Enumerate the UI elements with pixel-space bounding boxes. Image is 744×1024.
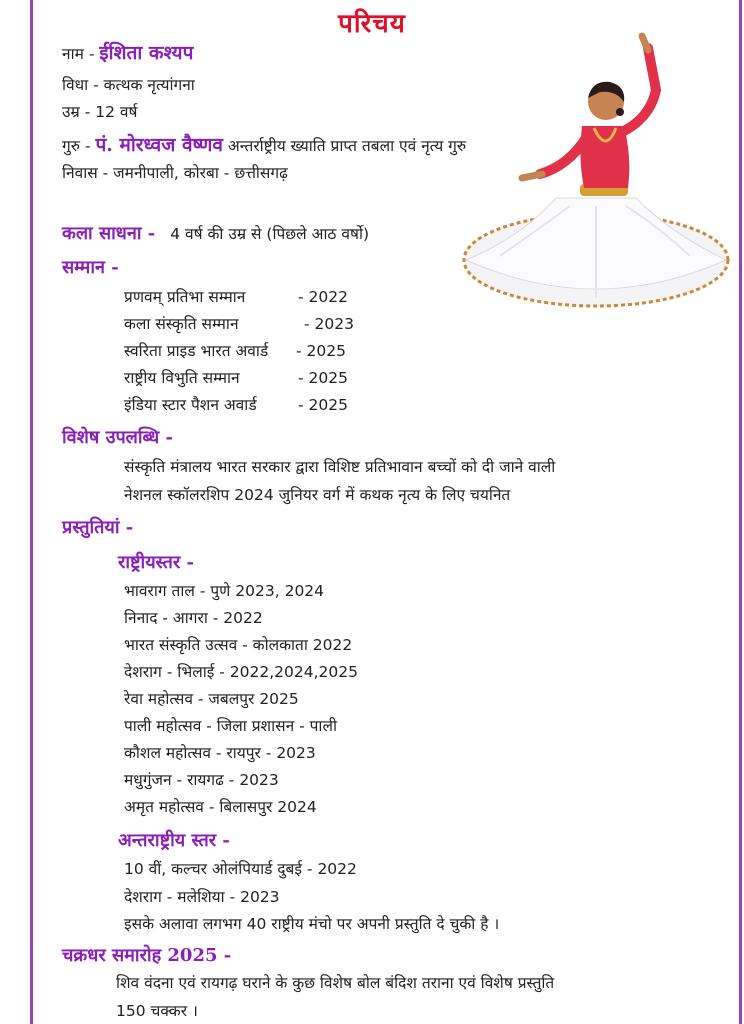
- national-item: अमृत महोत्सव - बिलासपुर 2024: [124, 798, 317, 816]
- award-name: राष्ट्रीय विभुति सम्मान: [124, 369, 240, 387]
- national-item: भारत संस्कृति उत्सव - कोलकाता 2022: [124, 636, 353, 654]
- guru-label: गुरु -: [62, 137, 91, 155]
- award-item: [124, 367, 240, 389]
- international-item: इसके अलावा लगभग 40 राष्ट्रीय मंचो पर अपनी प्रस्तुति दे चुकी है ।: [124, 915, 500, 933]
- achievement-heading: विशेष उपलब्धि -: [62, 427, 173, 448]
- award-name: कला संस्कृति सम्मान: [124, 315, 239, 333]
- age: उम्र - 12 वर्ष: [62, 103, 138, 121]
- sadhana-heading: कला साधना -: [62, 223, 156, 244]
- page-title: परिचय: [338, 9, 406, 39]
- chakradhar-heading: चक्रधर समारोह 2025 -: [62, 945, 232, 966]
- national-item: मधुगुंजन - रायगढ - 2023: [124, 771, 279, 789]
- achievement-line-1: संस्कृति मंत्रालय भारत सरकार द्वारा विशिष्ट प्रतिभावान बच्चों को दी जाने वाली: [124, 458, 556, 476]
- sadhana-row: [62, 222, 369, 246]
- residence: निवास - जमनीपाली, कोरबा - छत्तीसगढ़: [62, 164, 288, 182]
- guru-row: [62, 134, 466, 157]
- guru-name: पं. मोरध्वज वैष्णव: [95, 134, 223, 156]
- honours-heading: सम्मान -: [62, 257, 119, 278]
- international-item: 10 वीं, कल्चर ओलंपियार्ड दुबई - 2022: [124, 860, 357, 878]
- award-year: - 2025: [298, 369, 348, 387]
- award-year: - 2023: [304, 315, 354, 333]
- guru-description: अन्तर्राष्ट्रीय ख्याति प्राप्त तबला एवं नृत्य गुरु: [227, 137, 467, 155]
- international-item: देशराग - मलेशिया - 2023: [124, 888, 280, 906]
- award-item: [124, 313, 239, 335]
- award-name: प्रणवम् प्रतिभा सम्मान: [124, 288, 246, 306]
- award-item: [124, 340, 268, 362]
- national-heading: राष्ट्रीयस्तर -: [118, 552, 194, 573]
- award-year: - 2025: [296, 342, 346, 360]
- award-name: स्वरिता प्राइड भारत अवार्ड: [124, 342, 269, 360]
- genre: विधा - कत्थक नृत्यांगना: [62, 76, 195, 94]
- chakradhar-line-2: 150 चक्कर ।: [116, 1002, 198, 1020]
- name-label: नाम -: [62, 45, 95, 63]
- performances-heading: प्रस्तुतियां -: [62, 517, 134, 538]
- person-name: ईशिता कश्यप: [99, 42, 194, 64]
- dancer-photo: [460, 28, 732, 310]
- award-item: [124, 286, 245, 308]
- award-year: - 2025: [298, 396, 348, 414]
- achievement-line-2: नेशनल स्कॉलरशिप 2024 जुनियर वर्ग में कथक नृत्य के लिए चयनित: [124, 486, 511, 504]
- national-item: पाली महोत्सव - जिला प्रशासन - पाली: [124, 717, 337, 735]
- national-item: भावराग ताल - पुणे 2023, 2024: [124, 582, 325, 600]
- award-item: [124, 394, 257, 416]
- international-heading: अन्तराष्ट्रीय स्तर -: [118, 830, 230, 851]
- award-name: इंडिया स्टार पैशन अवार्ड: [124, 396, 257, 414]
- name-row: [62, 42, 193, 65]
- chakradhar-line-1: शिव वंदना एवं रायगढ़ घराने के कुछ विशेष बोल बंदिश तराना एवं विशेष प्रस्तुति: [116, 974, 555, 992]
- award-year: - 2022: [298, 288, 348, 306]
- national-item: कौशल महोत्सव - रायपुर - 2023: [124, 744, 316, 762]
- national-item: देशराग - भिलाई - 2022,2024,2025: [124, 663, 358, 681]
- national-item: निनाद - आगरा - 2022: [124, 609, 263, 627]
- sadhana-text: 4 वर्ष की उम्र से (पिछले आठ वर्षो): [170, 225, 370, 243]
- national-item: रेवा महोत्सव - जबलपुर 2025: [124, 690, 299, 708]
